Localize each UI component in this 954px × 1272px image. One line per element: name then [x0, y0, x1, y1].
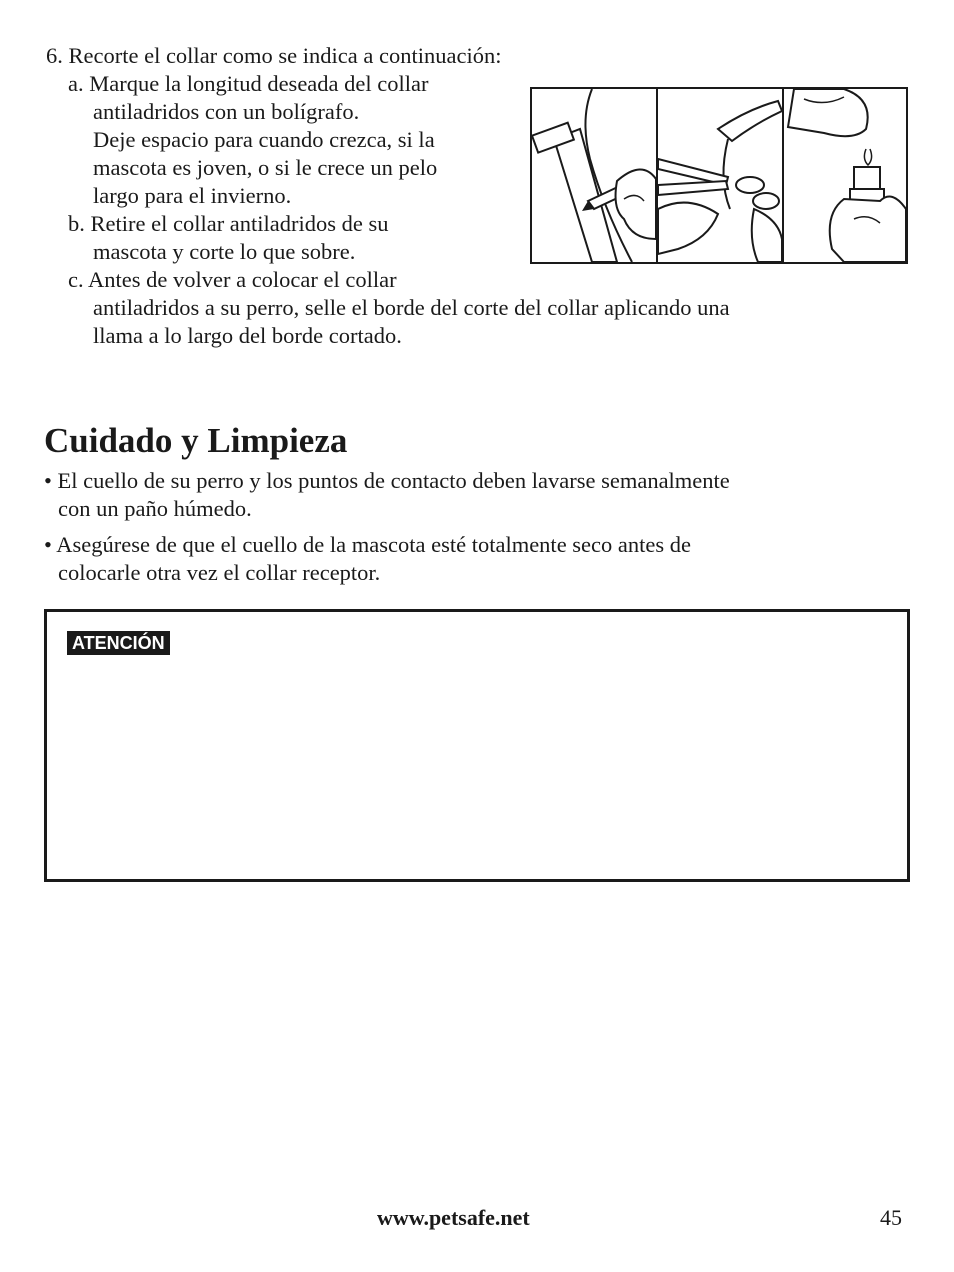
step-b-line-2: mascota y corte lo que sobre. [93, 239, 356, 264]
step-c-line-3: llama a lo largo del borde cortado. [93, 323, 402, 348]
step-c-line-2: antiladridos a su perro, selle el borde del corte del collar aplicando una [93, 295, 730, 320]
step-c-line-1: c. Antes de volver a colocar el collar [68, 267, 397, 292]
warning-box [44, 609, 910, 882]
step-a-line-2: antiladridos con un bolígrafo. [93, 99, 360, 124]
warning-badge: ATENCIÓN [67, 631, 170, 655]
step-b-line-1: b. Retire el collar antiladridos de su [68, 211, 389, 236]
step-a-line-5: largo para el invierno. [93, 183, 292, 208]
footer-url: www.petsafe.net [377, 1205, 530, 1230]
page-number: 45 [880, 1205, 902, 1230]
step-a-line-3: Deje espacio para cuando crezca, si la [93, 127, 435, 152]
bullet-1-line-2: con un paño húmedo. [58, 496, 252, 521]
bullet-2-line-1: • Asegúrese de que el cuello de la mascota esté totalmente seco antes de [44, 532, 691, 557]
scissors-cutting-collar-illustration [658, 89, 782, 262]
step-a-line-1: a. Marque la longitud deseada del collar [68, 71, 429, 96]
bullet-1-line-1: • El cuello de su perro y los puntos de contacto deben lavarse semanalmente [44, 468, 730, 493]
step-a-line-4: mascota es joven, o si le crece un pelo [93, 155, 438, 180]
section-title: Cuidado y Limpieza [44, 421, 348, 460]
pen-marking-collar-illustration [532, 89, 656, 262]
bullet-2-line-2: colocarle otra vez el collar receptor. [58, 560, 381, 585]
collar-trimming-illustration [530, 87, 908, 264]
step-6-heading: 6. Recorte el collar como se indica a continuación: [46, 43, 502, 68]
lighter-sealing-edge-illustration [784, 89, 906, 262]
